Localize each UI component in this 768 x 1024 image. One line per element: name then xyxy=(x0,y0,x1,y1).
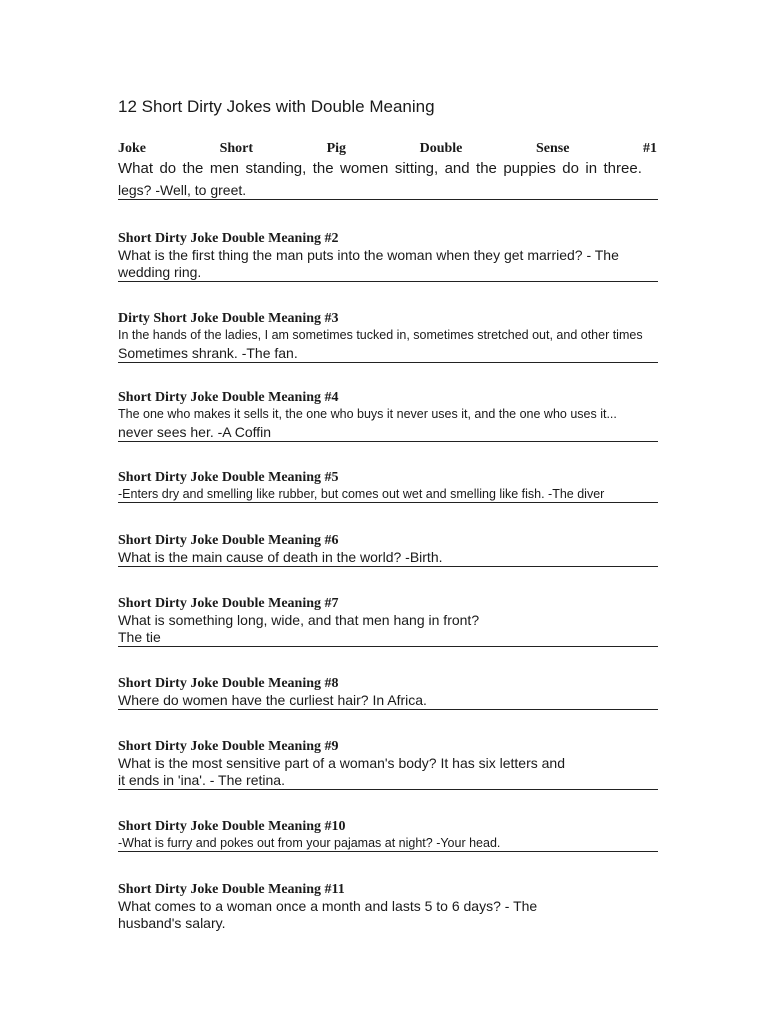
joke-heading: Short Dirty Joke Double Meaning #7 xyxy=(118,596,339,611)
joke-line: What is the most sensitive part of a woman's body? It has six letters and xyxy=(118,755,565,771)
justified-word: in xyxy=(585,160,598,177)
justified-word: do xyxy=(159,160,177,177)
joke-1-heading xyxy=(118,140,657,158)
joke-1-heading-word: Sense xyxy=(535,141,570,156)
joke-1-body xyxy=(118,160,658,200)
joke-1-heading-word: Joke xyxy=(118,141,146,156)
joke-line: What is the first thing the man puts into the woman when they get married? - The xyxy=(118,247,619,263)
joke-11 xyxy=(118,882,658,932)
joke-10 xyxy=(118,819,658,852)
joke-1-heading-word: Pig xyxy=(326,141,347,156)
joke-line: What comes to a woman once a month and lasts 5 to 6 days? - The xyxy=(118,898,538,914)
joke-1-heading-word: Double xyxy=(419,141,463,156)
joke-3 xyxy=(118,311,658,363)
joke-1-line xyxy=(118,160,642,178)
joke-line: What is something long, wide, and that men hang in front? xyxy=(118,612,480,628)
joke-line: Sometimes shrank. -The fan. xyxy=(118,345,298,361)
joke-heading: Short Dirty Joke Double Meaning #10 xyxy=(118,819,346,834)
joke-line: What is the main cause of death in the world? -Birth. xyxy=(118,549,443,565)
joke-9 xyxy=(118,739,658,790)
justified-word: men xyxy=(209,160,240,177)
justified-word: the xyxy=(182,160,204,177)
joke-heading: Short Dirty Joke Double Meaning #9 xyxy=(118,739,339,754)
joke-2 xyxy=(118,231,658,282)
justified-word: three. xyxy=(603,160,642,177)
joke-line: -Enters dry and smelling like rubber, but comes out wet and smelling like fish. -The diver xyxy=(118,487,605,501)
joke-heading: Short Dirty Joke Double Meaning #2 xyxy=(118,231,339,246)
joke-heading: Short Dirty Joke Double Meaning #8 xyxy=(118,676,339,691)
justified-word: the xyxy=(476,160,497,177)
justified-word: do xyxy=(562,160,579,177)
joke-line: it ends in 'ina'. - The retina. xyxy=(118,772,285,788)
joke-1-line: legs? -Well, to greet. xyxy=(118,182,247,198)
joke-line: The one who makes it sells it, the one who buys it never uses it, and the one who uses it... xyxy=(118,407,617,421)
justified-word: What xyxy=(118,160,154,177)
joke-line: In the hands of the ladies, I am sometimes tucked in, sometimes stretched out, and other times xyxy=(118,328,643,342)
joke-8 xyxy=(118,676,658,710)
joke-4 xyxy=(118,390,658,442)
joke-heading: Short Dirty Joke Double Meaning #11 xyxy=(118,882,345,897)
joke-1-heading-word: Short xyxy=(219,141,254,156)
joke-line: Where do women have the curliest hair? In Africa. xyxy=(118,692,427,708)
document-title: 12 Short Dirty Jokes with Double Meaning xyxy=(118,97,435,116)
joke-heading: Short Dirty Joke Double Meaning #4 xyxy=(118,390,339,405)
justified-word: women xyxy=(340,160,389,177)
joke-heading: Short Dirty Joke Double Meaning #5 xyxy=(118,470,339,485)
justified-word: puppies xyxy=(503,160,556,177)
joke-6 xyxy=(118,533,658,567)
justified-word: sitting, xyxy=(394,160,439,177)
joke-line: The tie xyxy=(118,629,161,645)
joke-line: wedding ring. xyxy=(118,264,202,280)
justified-word: standing, xyxy=(245,160,307,177)
joke-line: -What is furry and pokes out from your pajamas at night? -Your head. xyxy=(118,836,501,850)
justified-word: and xyxy=(444,160,470,177)
joke-5 xyxy=(118,470,658,503)
joke-heading: Short Dirty Joke Double Meaning #6 xyxy=(118,533,339,548)
joke-heading: Dirty Short Joke Double Meaning #3 xyxy=(118,311,339,326)
justified-word: the xyxy=(312,160,334,177)
joke-line: husband's salary. xyxy=(118,915,226,931)
joke-line: never sees her. -A Coffin xyxy=(118,424,272,440)
joke-7 xyxy=(118,596,658,647)
joke-1-heading-word: #1 xyxy=(642,141,657,156)
